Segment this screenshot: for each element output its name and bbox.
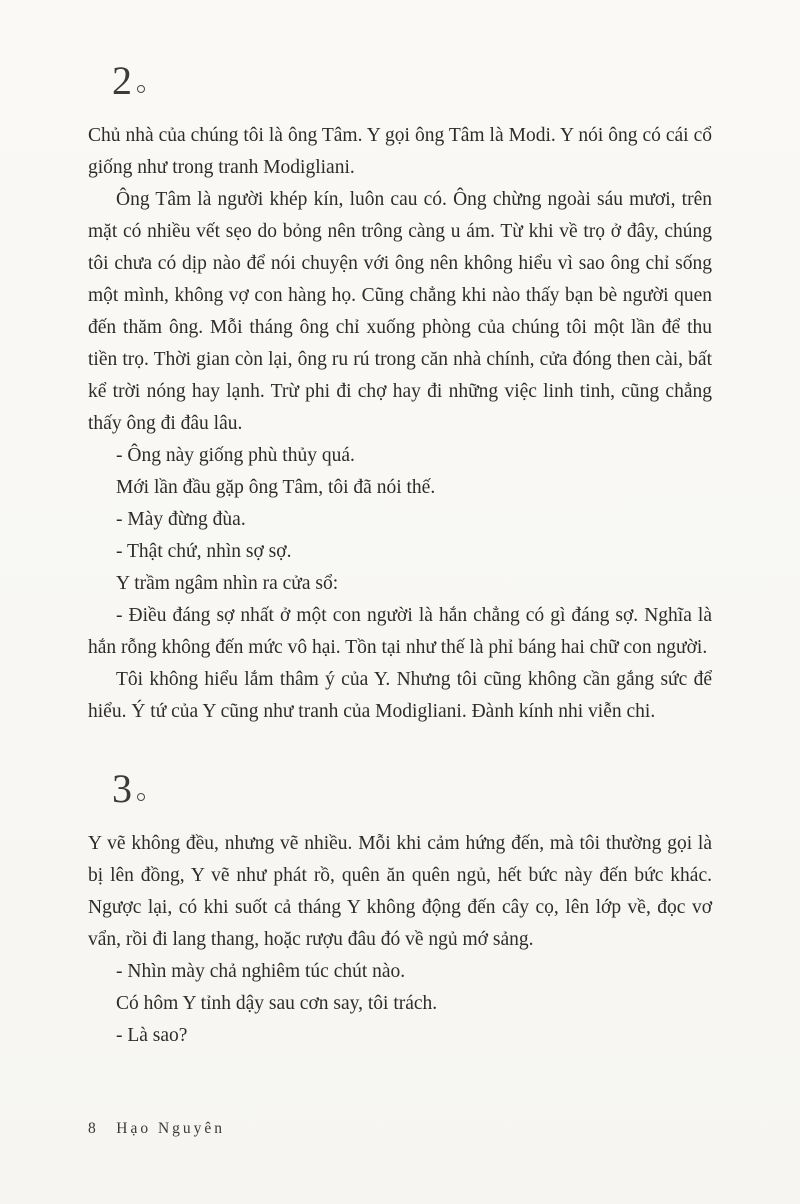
paragraph-2-1: Chủ nhà của chúng tôi là ông Tâm. Y gọi ông Tâm là Modi. Y nói ông có cái cổ giống như trong tranh Modigliani. xyxy=(88,125,712,178)
paragraph-2-8-dialogue: - Điều đáng sợ nhất ở một con người là hắn chẳng có gì đáng sợ. Nghĩa là hắn rỗng không đến mức vô hại. Tồn tại như thế là phỉ báng hai chữ con người. xyxy=(88,605,712,658)
section-2-number: 2 xyxy=(112,58,133,103)
paragraph-2-5-dialogue: - Mày đừng đùa. xyxy=(116,509,246,530)
paragraph-3-2-dialogue: - Nhìn mày chả nghiêm túc chút nào. xyxy=(116,961,406,982)
section-3-heading xyxy=(88,766,712,812)
section-3 xyxy=(88,766,712,1052)
paragraph-3-1: Y vẽ không đều, nhưng vẽ nhiều. Mỗi khi cảm hứng đến, mà tôi thường gọi là bị lên đồng, Y vẽ như phát rồ, quên ăn quên ngủ, hết bức này đến bức khác. Ngược lại, có khi suốt cả tháng Y không động đến cây cọ, lên lớp về, đọc vơ vẩn, rồi đi lang thang, hoặc rượu đâu đó về ngủ mớ sảng. xyxy=(88,833,712,950)
section-2-heading xyxy=(88,58,712,104)
page-footer xyxy=(88,1120,225,1138)
paragraph-2-6-dialogue: - Thật chứ, nhìn sợ sợ. xyxy=(116,541,292,562)
paragraph-2-7: Y trầm ngâm nhìn ra cửa sổ: xyxy=(116,573,339,594)
section-number-dot-icon xyxy=(137,793,145,801)
paragraph-2-9: Tôi không hiểu lắm thâm ý của Y. Nhưng tôi cũng không cần gắng sức để hiểu. Ý tứ của Y cũng như tranh của Modigliani. Đành kính nhi viễn chi. xyxy=(88,669,712,722)
section-number-dot-icon xyxy=(137,85,145,93)
paragraph-3-3: Có hôm Y tỉnh dậy sau cơn say, tôi trách. xyxy=(116,993,438,1014)
author-name: Hạo Nguyên xyxy=(116,1120,226,1137)
paragraph-2-3-dialogue: - Ông này giống phù thủy quá. xyxy=(116,445,355,466)
section-2 xyxy=(88,58,712,728)
section-3-number: 3 xyxy=(112,766,133,811)
paragraph-3-4-dialogue: - Là sao? xyxy=(116,1025,188,1046)
paragraph-2-4: Mới lần đầu gặp ông Tâm, tôi đã nói thế. xyxy=(116,477,436,498)
paragraph-2-2: Ông Tâm là người khép kín, luôn cau có. Ông chừng ngoài sáu mươi, trên mặt có nhiều vết sẹo do bỏng nên trông càng u ám. Từ khi về trọ ở đây, chúng tôi chưa có dịp nào để nói chuyện với ông nên không hiểu vì sao ông chỉ sống một mình, không vợ con hàng họ. Cũng chẳng khi nào thấy bạn bè người quen đến thăm ông. Mỗi tháng ông chỉ xuống phòng của chúng tôi một lần để thu tiền trọ. Thời gian còn lại, ông ru rú trong căn nhà chính, cửa đóng then cài, bất kể trời nóng hay lạnh. Trừ phi đi chợ hay đi những việc linh tinh, cũng chẳng thấy ông đi đâu lâu. xyxy=(88,189,712,434)
page-number: 8 xyxy=(88,1120,97,1137)
